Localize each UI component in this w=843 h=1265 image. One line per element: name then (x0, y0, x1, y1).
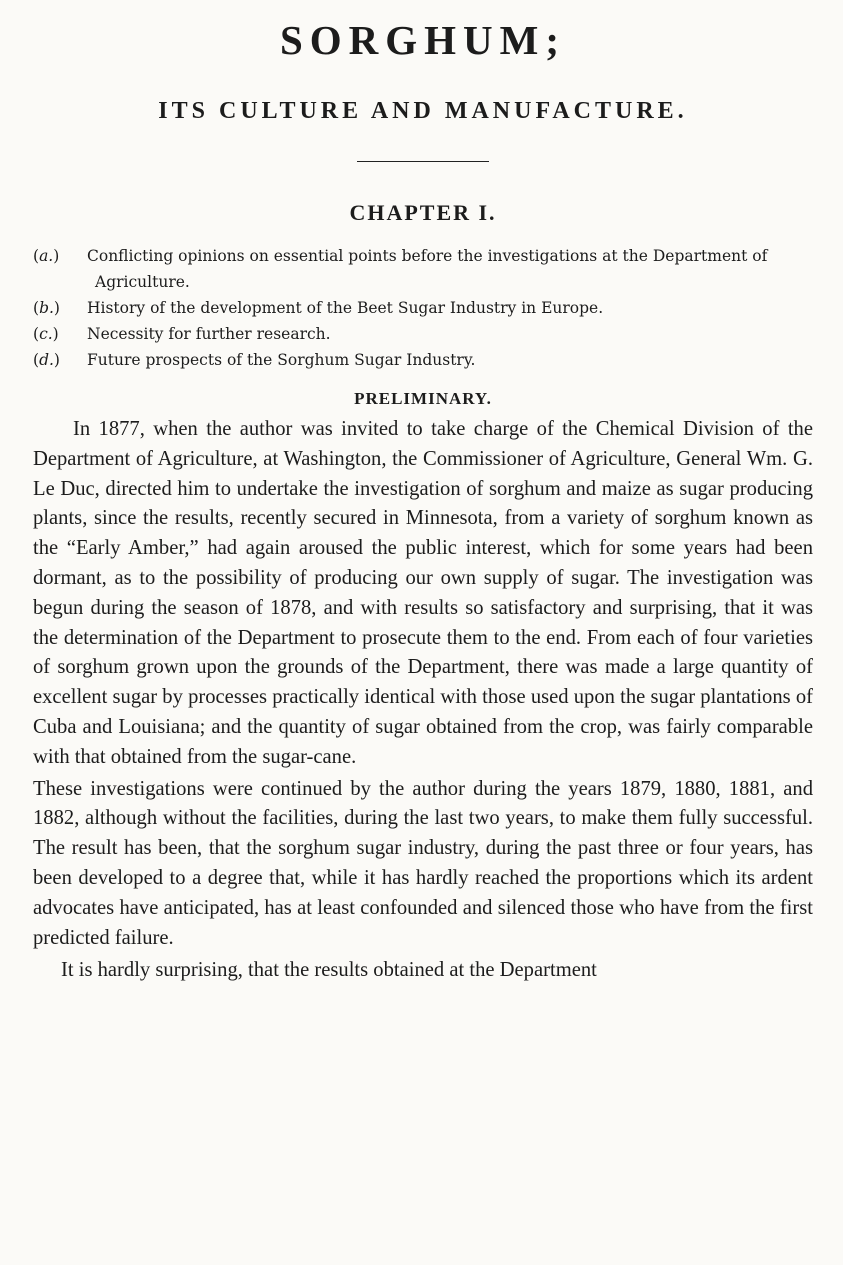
body-paragraph: These investigations were continued by the author during the years 1879, 1880, 1881, and 1882, although without the facilities, during the last two years, to make them fully successful. The result has been, that the sorghum sugar industry, during the past three or four years, has been developed to a degree that, while it has hardly reached the proportions which its ardent advocates have anticipated, has at least confounded and silenced those who have from the first predicted failure. (33, 777, 813, 949)
contents-marker: (d.) (33, 351, 60, 369)
contents-text: Necessity for further research. (87, 325, 331, 343)
title-divider (357, 161, 489, 162)
contents-item (33, 243, 813, 295)
chapter-contents (33, 243, 813, 373)
book-title: SORGHUM; (279, 17, 567, 63)
section-title: PRELIMINARY. (354, 389, 492, 408)
contents-marker: (c.) (33, 325, 59, 343)
contents-item (33, 321, 813, 347)
body-paragraph: In 1877, when the author was invited to take charge of the Chemical Division of the Department of Agriculture, at Washington, the Commissioner of Agriculture, General Wm. G. Le Duc, directed him to undertake the investigation of sorghum and maize as sugar producing plants, since the results, recently secured in Minnesota, from a variety of sorghum known as the “Early Amber,” had again aroused the public interest, which for some years had been dormant, as to the possibility of producing our own supply of sugar. The investigation was begun during the season of 1878, and with results so satisfactory and surprising, that it was the determination of the Department to prosecute them to the end. From each of four varieties of sorghum grown upon the grounds of the Department, there was made a large quantity of excellent sugar by processes practically identical with those used upon the sugar plantations of Cuba and Louisiana; and the quantity of sugar obtained from the crop, was fairly comparable with that obtained from the sugar-cane. (33, 418, 813, 768)
book-page (33, 18, 813, 986)
body-paragraph: It is hardly surprising, that the results obtained at the Department (61, 959, 597, 982)
contents-item (33, 347, 813, 373)
contents-text: Conflicting opinions on essential points before the investigations at the Department of Agriculture. (87, 247, 768, 291)
contents-marker: (b.) (33, 299, 60, 317)
contents-item (33, 295, 813, 321)
contents-text: Future prospects of the Sorghum Sugar Industry. (87, 351, 476, 369)
contents-marker: (a.) (33, 247, 60, 265)
chapter-heading: CHAPTER I. (349, 200, 497, 225)
contents-text: History of the development of the Beet Sugar Industry in Europe. (87, 299, 604, 317)
book-subtitle: ITS CULTURE AND MANUFACTURE. (158, 98, 688, 124)
